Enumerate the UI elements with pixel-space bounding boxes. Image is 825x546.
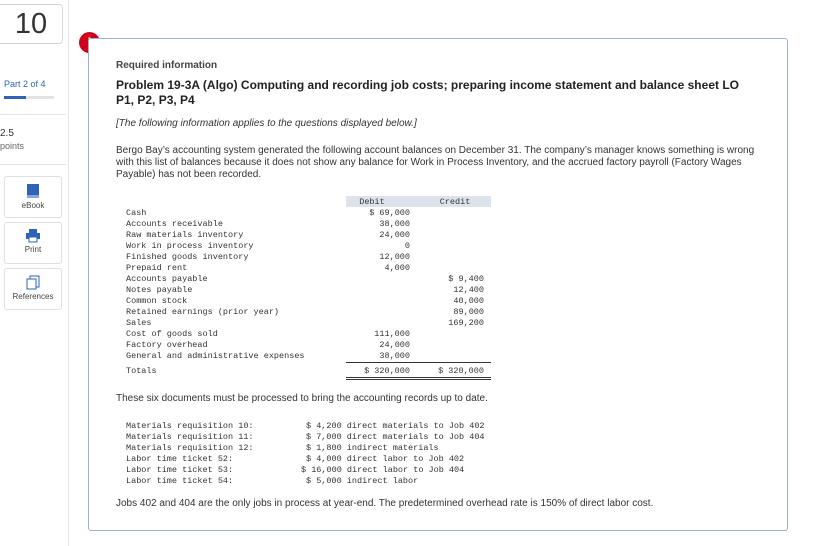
account-name: Common stock bbox=[126, 296, 188, 306]
account-name: Raw materials inventory bbox=[126, 230, 244, 240]
debit-amount: 12,000 bbox=[379, 252, 410, 262]
footer-note: Jobs 402 and 404 are the only jobs in process at year-end. The predetermined overhead rate is 150% of direct labor cost. bbox=[116, 498, 654, 509]
intro-paragraph: Bergo Bay’s accounting system generated the following account balances on December 31. The company’s manager knows something is wrong with this list of balances because it does not show any balance for Work in Process Inventory, and the accrued factory payroll (Factory Wages Payable) has not been recorded. bbox=[116, 145, 755, 180]
debit-amount: 111,000 bbox=[374, 329, 410, 339]
totals-rule bbox=[346, 362, 491, 363]
documents-intro: These six documents must be processed to bring the accounting records up to date. bbox=[116, 393, 488, 404]
credit-header: Credit bbox=[439, 197, 471, 207]
credit-amount: 40,000 bbox=[453, 296, 484, 306]
document-detail: $ 4,200 direct materials to Job 402 bbox=[306, 421, 485, 431]
debit-amount: 38,000 bbox=[379, 351, 410, 361]
debit-amount: 0 bbox=[404, 241, 410, 251]
references-label: References bbox=[12, 292, 54, 301]
account-name: Work in process inventory bbox=[126, 241, 254, 251]
document-name: Materials requisition 12: bbox=[126, 443, 254, 453]
debit-amount: 38,000 bbox=[379, 219, 410, 229]
document-name: Labor time ticket 54: bbox=[126, 476, 234, 486]
print-label: Print bbox=[24, 245, 42, 254]
debit-amount: 24,000 bbox=[379, 340, 410, 350]
debit-amount: 4,000 bbox=[384, 263, 410, 273]
double-rule-bottom bbox=[346, 379, 491, 380]
account-name: General and administrative expenses bbox=[126, 351, 305, 361]
document-detail: $ 1,800 indirect materials bbox=[306, 443, 439, 453]
account-name: Sales bbox=[126, 318, 152, 328]
document-detail: $ 7,000 direct materials to Job 404 bbox=[306, 432, 485, 442]
document-name: Labor time ticket 53: bbox=[126, 465, 234, 475]
double-rule-top bbox=[346, 377, 491, 378]
problem-title: Problem 19-3A (Algo) Computing and recording job costs; preparing income statement and balance sheet LO P1, P2, P3, P4 bbox=[116, 78, 739, 107]
account-name: Retained earnings (prior year) bbox=[126, 307, 280, 317]
document-detail: $ 5,000 indirect labor bbox=[306, 476, 419, 486]
references-button[interactable] bbox=[4, 268, 62, 310]
ebook-label: eBook bbox=[21, 201, 45, 210]
account-name: Prepaid rent bbox=[126, 263, 188, 273]
credit-amount: 169,200 bbox=[448, 318, 484, 328]
document-name: Labor time ticket 52: bbox=[126, 454, 234, 464]
total-debit: $ 320,000 bbox=[364, 366, 410, 376]
question-number: 10 bbox=[0, 4, 63, 44]
points-value: 2.5 bbox=[0, 128, 14, 139]
account-name: Cost of goods sold bbox=[126, 329, 218, 339]
totals-label: Totals bbox=[126, 366, 157, 376]
info-note: [The following information applies to the questions displayed below.] bbox=[116, 118, 417, 129]
documents-icon bbox=[26, 275, 40, 290]
account-name: Cash bbox=[126, 208, 147, 218]
document-name: Materials requisition 11: bbox=[126, 432, 254, 442]
debit-amount: 24,000 bbox=[379, 230, 410, 240]
part-progress-fill bbox=[4, 96, 26, 99]
part-progress-bar bbox=[4, 96, 54, 99]
credit-amount: $ 9,400 bbox=[448, 274, 484, 284]
credit-amount: 12,400 bbox=[453, 285, 484, 295]
question-sidebar bbox=[0, 0, 69, 546]
total-credit: $ 320,000 bbox=[438, 366, 484, 376]
account-name: Accounts payable bbox=[126, 274, 208, 284]
debit-amount: $ 69,000 bbox=[369, 208, 410, 218]
print-button[interactable] bbox=[4, 222, 62, 264]
required-information-heading: Required information bbox=[116, 60, 218, 71]
points-label: points bbox=[0, 141, 25, 151]
credit-amount: 89,000 bbox=[453, 307, 484, 317]
sidebar-divider bbox=[0, 114, 66, 115]
debit-header: Debit bbox=[359, 197, 385, 207]
ebook-button[interactable] bbox=[4, 176, 62, 218]
account-name: Factory overhead bbox=[126, 340, 208, 350]
sidebar-divider bbox=[0, 164, 66, 165]
account-name: Finished goods inventory bbox=[126, 252, 249, 262]
book-icon bbox=[26, 183, 40, 199]
account-name: Accounts receivable bbox=[126, 219, 223, 229]
part-indicator: Part 2 of 4 bbox=[4, 79, 46, 89]
document-detail: $ 4,000 direct labor to Job 402 bbox=[306, 454, 465, 464]
printer-icon bbox=[25, 229, 41, 243]
document-detail: $ 16,000 direct labor to Job 404 bbox=[301, 465, 465, 475]
account-name: Notes payable bbox=[126, 285, 193, 295]
document-name: Materials requisition 10: bbox=[126, 421, 254, 431]
